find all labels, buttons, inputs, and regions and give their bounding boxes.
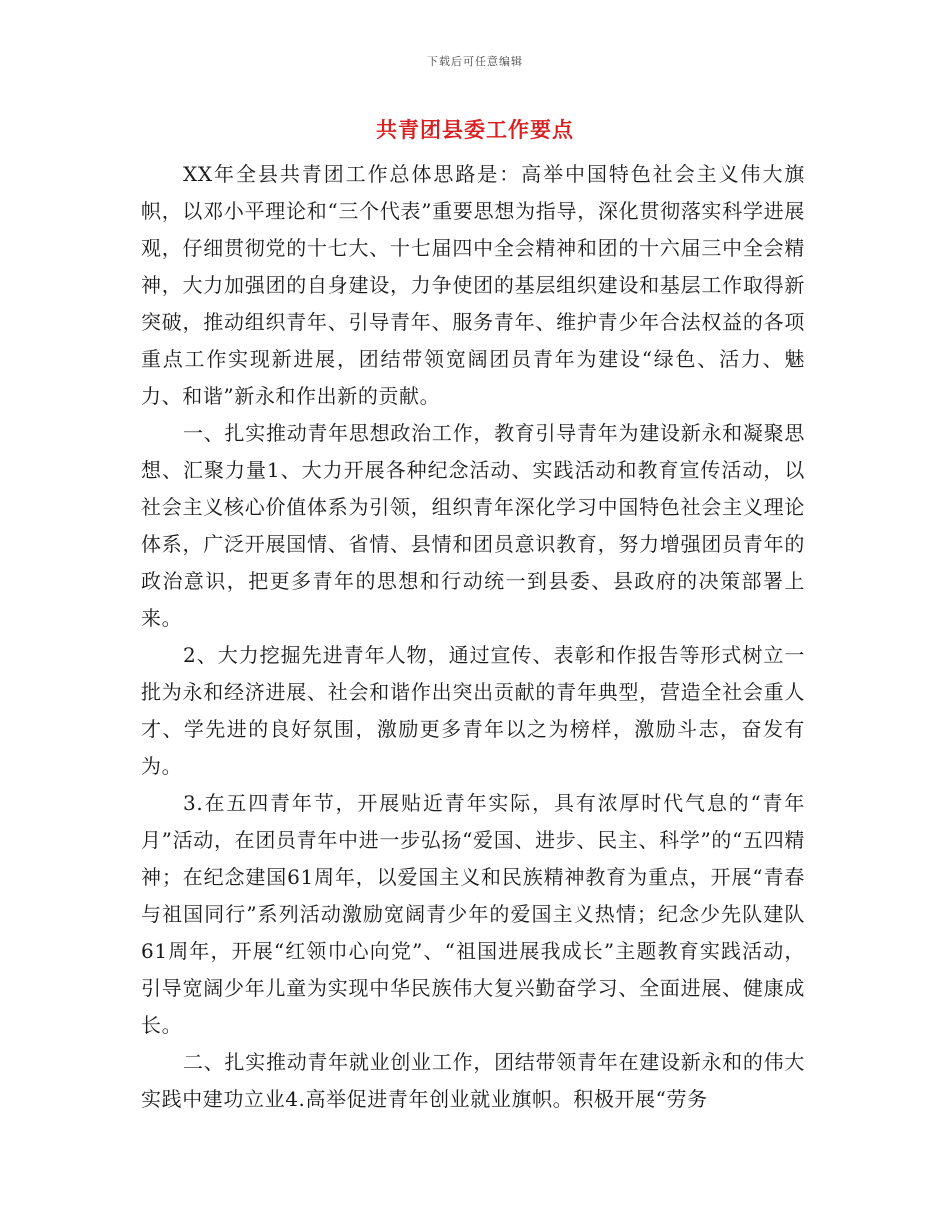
- paragraph-section-2: 二、扎实推动青年就业创业工作，团结带领青年在建设新永和的伟大实践中建功立业4.高举促进青年创业就业旗帜。积极开展“劳务: [141, 1050, 805, 1111]
- header-note: 下载后可任意编辑: [427, 55, 523, 68]
- page-title: 共青团县委工作要点: [376, 117, 574, 142]
- document-body: [141, 156, 805, 1118]
- paragraph-section-1: 一、扎实推动青年思想政治工作，教育引导青年为建设新永和凝聚思想、汇聚力量1、大力开展各种纪念活动、实践活动和教育宣传活动，以社会主义核心价值体系为引领，组织青年深化学习中国特色社会主义理论体系，广泛开展国情、省情、县情和团员意识教育，努力增强团员青年的政治意识，把更多青年的思想和行动统一到县委、县政府的决策部署上来。: [141, 421, 805, 630]
- paragraph-item-3: 3.在五四青年节，开展贴近青年实际，具有浓厚时代气息的“青年月”活动，在团员青年中进一步弘扬“爱国、进步、民主、科学”的“五四精神；在纪念建国61周年，以爱国主义和民族精神教育为重点，开展“青春与祖国同行”系列活动激励宽阔青少年的爱国主义热情；纪念少先队建队61周年，开展“红领巾心向党”、“祖国进展我成长”主题教育实践活动，引导宽阔少年儿童为实现中华民族伟大复兴勤奋学习、全面进展、健康成长。: [141, 791, 805, 1037]
- paragraph-item-2: 2、大力挖掘先进青年人物，通过宣传、表彰和作报告等形式树立一批为永和经济进展、社会和谐作出突出贡献的青年典型，营造全社会重人才、学先进的良好氛围，激励更多青年以之为榜样，激励斗志，奋发有为。: [141, 643, 805, 778]
- paragraph-intro: XX年全县共青团工作总体思路是：高举中国特色社会主义伟大旗帜，以邓小平理论和“三个代表”重要思想为指导，深化贯彻落实科学进展观，仔细贯彻党的十七大、十七届四中全会精神和团的十六届三中全会精神，大力加强团的自身建设，力争使团的基层组织建设和基层工作取得新突破，推动组织青年、引导青年、服务青年、维护青少年合法权益的各项重点工作实现新进展，团结带领宽阔团员青年为建设“绿色、活力、魅力、和谐”新永和作出新的贡献。: [141, 162, 805, 408]
